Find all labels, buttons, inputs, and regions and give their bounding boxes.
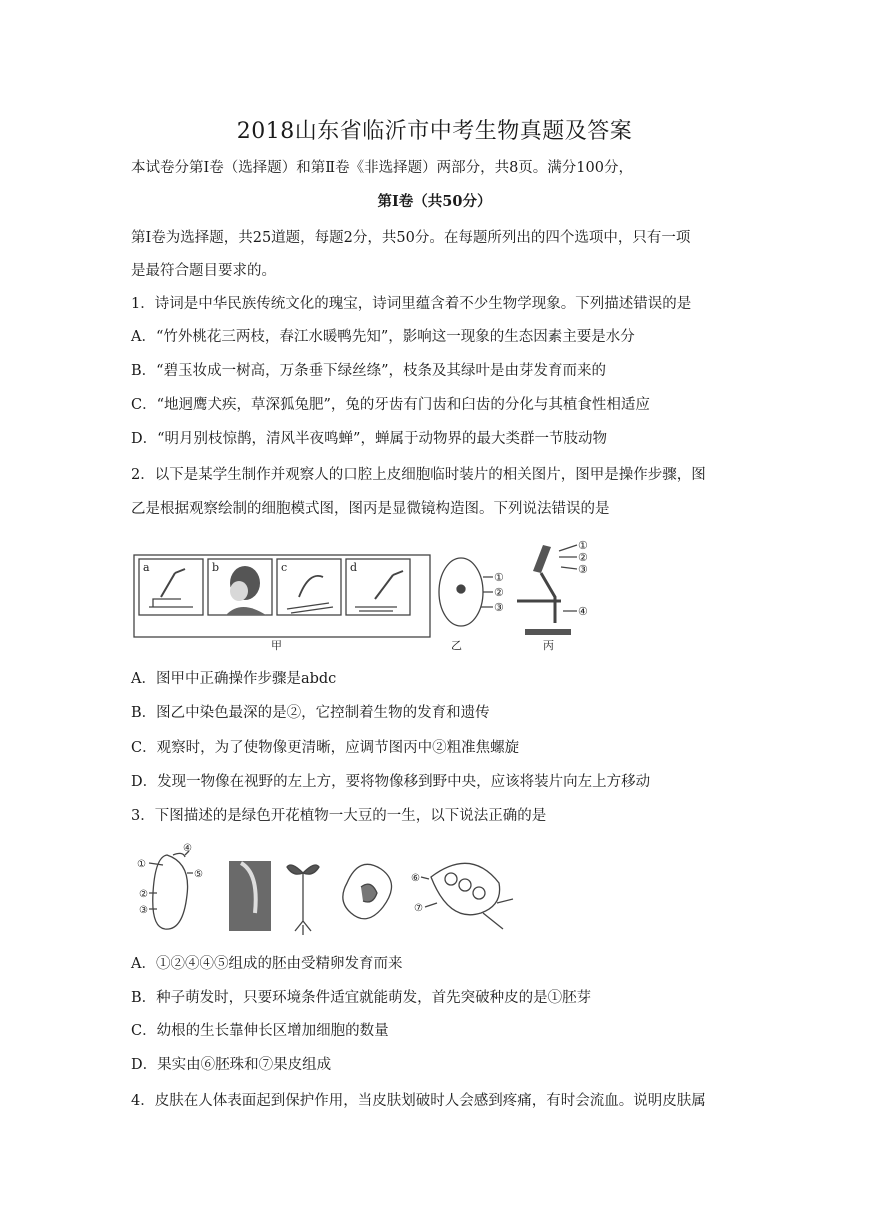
q3-figure — [131, 843, 521, 938]
q2-stem-line1: 2．以下是某学生制作并观察人的口腔上皮细胞临时装片的相关图片，图甲是操作步骤，图 — [131, 467, 706, 483]
seed-mark-1: ① — [137, 859, 146, 870]
q1-option-a: A．“竹外桃花三两枝，春江水暖鸭先知”，影响这一现象的生态因素主要是水分 — [131, 329, 635, 345]
q2-option-d: D．发现一物像在视野的左上方，要将物像移到野中央，应该将装片向左上方移动 — [131, 774, 651, 790]
panel-label-b: b — [212, 561, 220, 574]
intro-text: 本试卷分第Ⅰ卷（选择题）和第Ⅱ卷《非选择题）两部分，共8页。满分100分， — [131, 160, 633, 176]
fig-label-jia: 甲 — [271, 639, 282, 652]
q3-stem: 3．下图描述的是绿色开花植物一大豆的一生，以下说法正确的是 — [131, 808, 547, 824]
q3-figure-drawing — [131, 843, 521, 938]
q1-option-d: D．“明月别枝惊鹊，清风半夜鸣蝉”，蝉属于动物界的最大类群一节肢动物 — [131, 431, 607, 447]
q2-stem-line2: 乙是根据观察绘制的细胞模式图，图丙是显微镜构造图。下列说法错误的是 — [131, 501, 610, 517]
seed-mark-3: ③ — [139, 905, 148, 916]
fig-label-yi: 乙 — [451, 639, 462, 652]
seed-outline — [153, 855, 188, 929]
section-desc-line2: 是最符合题目要求的。 — [131, 263, 276, 279]
q2-option-b: B．图乙中染色最深的是②，它控制着生物的发育和遗传 — [131, 705, 490, 721]
q3-option-c: C．幼根的生长靠伸长区增加细胞的数量 — [131, 1023, 389, 1039]
cell-mark-2: ② — [494, 586, 504, 599]
panel-label-a: a — [143, 561, 150, 574]
q3-option-a: A．①②④④⑤组成的胚由受精卵发育而来 — [131, 956, 403, 972]
section-heading: 第Ⅰ卷（共50分） — [377, 193, 492, 210]
panel-label-d: d — [350, 561, 358, 574]
q4-stem: 4．皮肤在人体表面起到保护作用，当皮肤划破时人会感到疼痛，有时会流血。说明皮肤属 — [131, 1093, 706, 1109]
section-desc-line1: 第Ⅰ卷为选择题，共25道题，每题2分，共50分。在每题所列出的四个选项中，只有一项 — [131, 230, 691, 246]
seed-mark-5: ⑤ — [194, 869, 203, 880]
q2-option-a: A．图甲中正确操作步骤是abdc — [131, 671, 337, 687]
q1-option-b: B．“碧玉妆成一树高，万条垂下绿丝绦”，枝条及其绿叶是由芽发育而来的 — [131, 363, 606, 379]
q2-figure — [131, 537, 601, 652]
cell-mark-3: ③ — [494, 601, 504, 614]
q3-option-d: D．果实由⑥胚珠和⑦果皮组成 — [131, 1057, 332, 1073]
q3-option-b: B．种子萌发时，只要环境条件适宜就能萌发，首先突破种皮的是①胚芽 — [131, 990, 592, 1006]
pod-mark-7: ⑦ — [414, 903, 423, 914]
panel-label-c: c — [281, 561, 288, 574]
pod-mark-6: ⑥ — [411, 873, 420, 884]
q2-option-c: C．观察时，为了使物像更清晰，应调节图丙中②粗准焦螺旋 — [131, 740, 520, 756]
q1-option-c: C．“地迥鹰犬疾，草深狐兔肥”，兔的牙齿有门齿和臼齿的分化与其植食性相适应 — [131, 397, 650, 413]
page-title: 2018山东省临沂市中考生物真题及答案 — [236, 119, 633, 144]
q1-stem: 1．诗词是中华民族传统文化的瑰宝，诗词里蕴含着不少生物学现象。下列描述错误的是 — [131, 296, 692, 312]
scope-mark-3: ③ — [578, 563, 588, 576]
seed-mark-2: ② — [139, 889, 148, 900]
scope-mark-1: ① — [578, 539, 588, 552]
seed-mark-4: ④ — [183, 843, 192, 854]
scope-mark-4: ④ — [578, 605, 588, 618]
scope-mark-2: ② — [578, 551, 588, 564]
cell-mark-1: ① — [494, 571, 504, 584]
fig-label-bing: 丙 — [543, 639, 554, 652]
q2-figure-drawing — [131, 537, 601, 652]
